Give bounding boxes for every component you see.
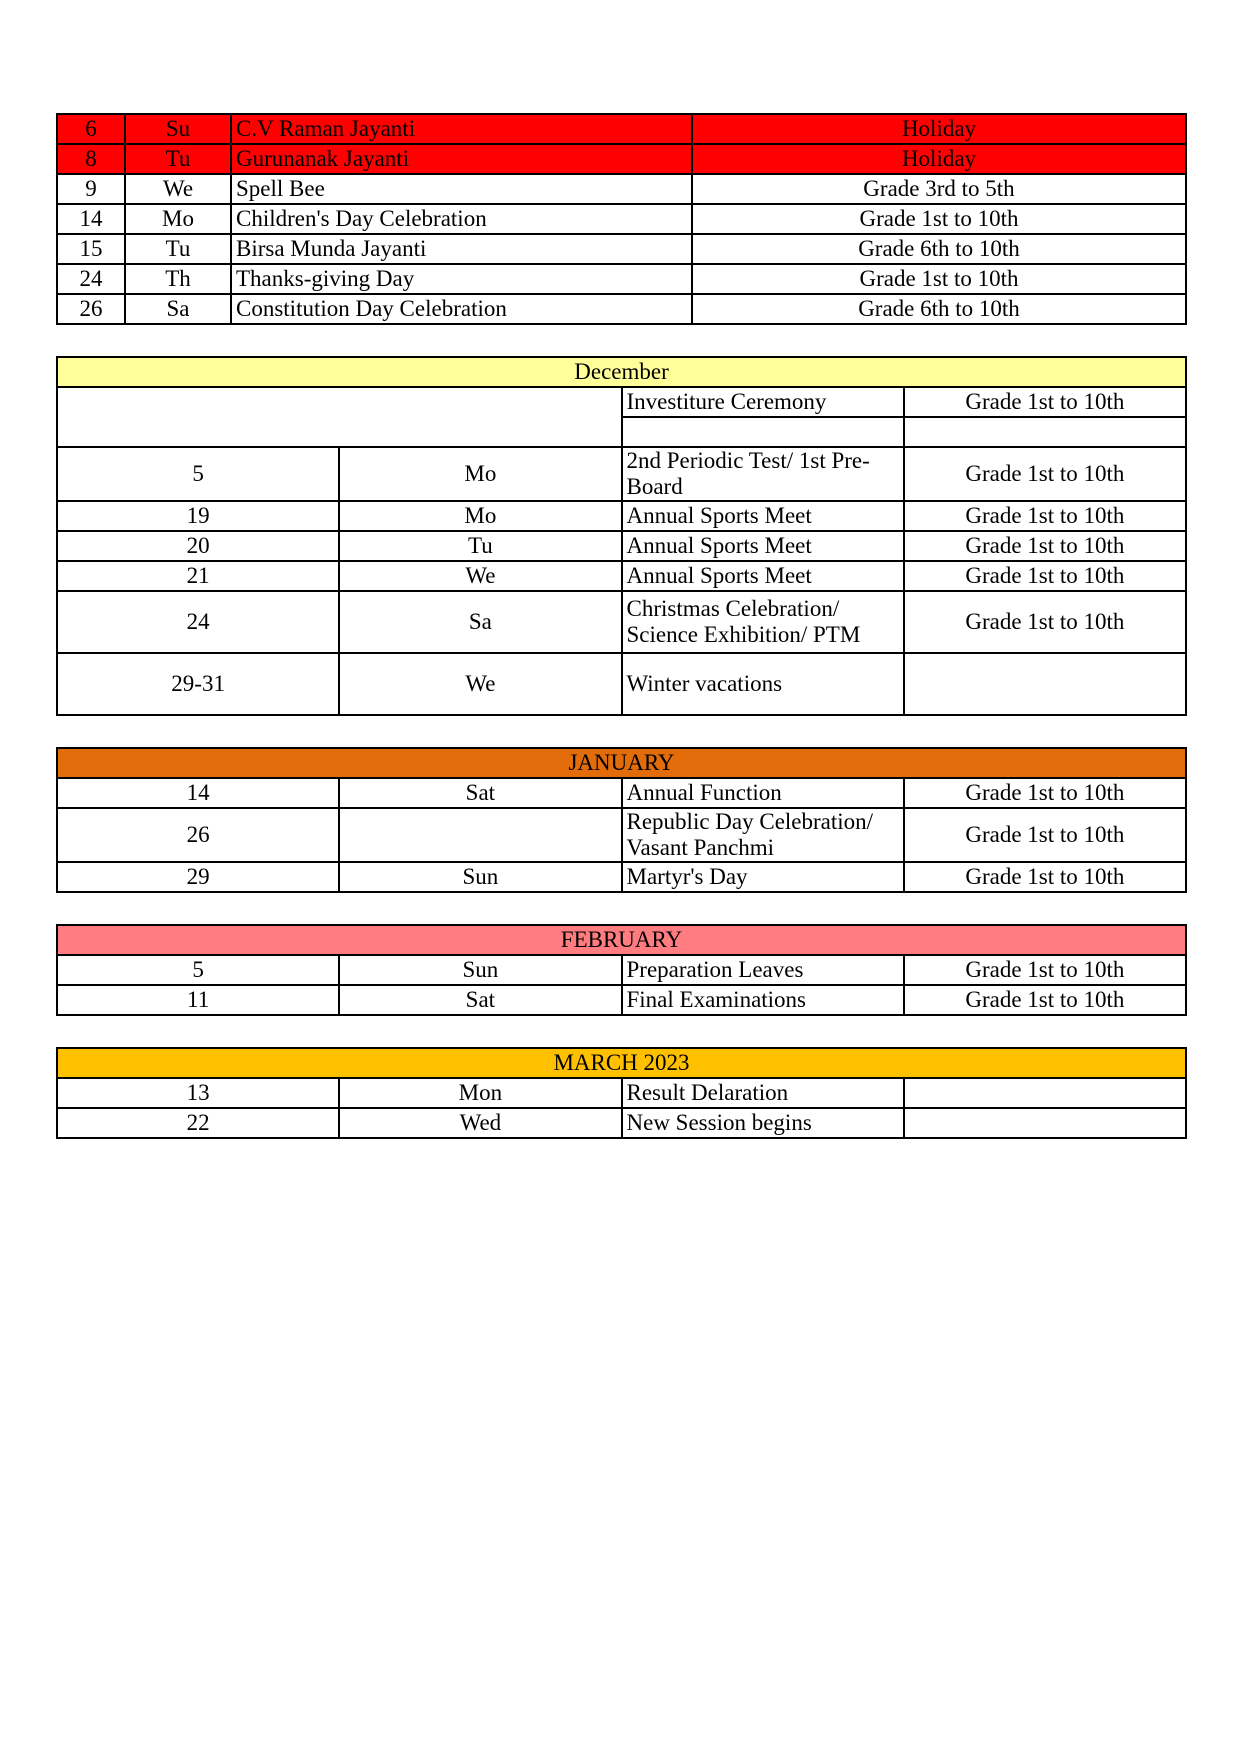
day-cell: Sun bbox=[339, 862, 621, 892]
event-cell: Investiture Ceremony bbox=[622, 387, 904, 417]
date-cell: 15 bbox=[57, 234, 125, 264]
grade-cell: Grade 1st to 10th bbox=[904, 985, 1186, 1015]
day-cell: Sa bbox=[339, 591, 621, 653]
day-cell: Sun bbox=[339, 955, 621, 985]
event-cell: Thanks-giving Day bbox=[231, 264, 692, 294]
january-table bbox=[56, 747, 1187, 893]
event-cell: Preparation Leaves bbox=[622, 955, 904, 985]
date-cell: 24 bbox=[57, 264, 125, 294]
day-cell: Tu bbox=[339, 531, 621, 561]
event-cell: Final Examinations bbox=[622, 985, 904, 1015]
march-table bbox=[56, 1047, 1187, 1139]
table-row bbox=[57, 294, 1186, 324]
day-cell: Tu bbox=[125, 144, 231, 174]
date-cell: 22 bbox=[57, 1108, 339, 1138]
table-row bbox=[57, 985, 1186, 1015]
event-cell: Christmas Celebration/ Science Exhibition/ PTM bbox=[622, 591, 904, 653]
grade-cell: Grade 1st to 10th bbox=[904, 955, 1186, 985]
day-cell: Wed bbox=[339, 1108, 621, 1138]
table-row bbox=[57, 234, 1186, 264]
grade-cell: Holiday bbox=[692, 114, 1186, 144]
event-cell: Result Delaration bbox=[622, 1078, 904, 1108]
grade-cell: Grade 1st to 10th bbox=[904, 447, 1186, 501]
grade-cell: Grade 1st to 10th bbox=[904, 387, 1186, 417]
month-header: JANUARY bbox=[57, 748, 1186, 778]
table-row bbox=[57, 447, 1186, 501]
date-cell: 14 bbox=[57, 204, 125, 234]
grade-cell bbox=[904, 417, 1186, 447]
date-cell: 21 bbox=[57, 561, 339, 591]
day-cell: Mo bbox=[339, 447, 621, 501]
date-cell: 19 bbox=[57, 501, 339, 531]
month-header-row bbox=[57, 357, 1186, 387]
grade-cell: Grade 1st to 10th bbox=[904, 778, 1186, 808]
date-cell: 8 bbox=[57, 144, 125, 174]
event-cell: Martyr's Day bbox=[622, 862, 904, 892]
day-cell: Mon bbox=[339, 1078, 621, 1108]
date-cell: 24 bbox=[57, 591, 339, 653]
table-row bbox=[57, 653, 1186, 715]
event-cell: Birsa Munda Jayanti bbox=[231, 234, 692, 264]
table-row bbox=[57, 778, 1186, 808]
november-table bbox=[56, 113, 1187, 325]
december-table bbox=[56, 356, 1187, 716]
table-row bbox=[57, 808, 1186, 862]
grade-cell: Grade 3rd to 5th bbox=[692, 174, 1186, 204]
day-cell: Su bbox=[125, 114, 231, 144]
table-row bbox=[57, 144, 1186, 174]
date-cell: 13 bbox=[57, 1078, 339, 1108]
table-row bbox=[57, 1108, 1186, 1138]
day-cell: Th bbox=[125, 264, 231, 294]
table-row bbox=[57, 591, 1186, 653]
event-cell: 2nd Periodic Test/ 1st Pre-Board bbox=[622, 447, 904, 501]
event-cell: Annual Function bbox=[622, 778, 904, 808]
date-cell: 9 bbox=[57, 174, 125, 204]
event-cell: Annual Sports Meet bbox=[622, 531, 904, 561]
event-cell: Gurunanak Jayanti bbox=[231, 144, 692, 174]
table-row bbox=[57, 204, 1186, 234]
grade-cell: Grade 1st to 10th bbox=[904, 501, 1186, 531]
event-cell bbox=[622, 417, 904, 447]
grade-cell bbox=[904, 653, 1186, 715]
table-row bbox=[57, 501, 1186, 531]
month-header-row bbox=[57, 1048, 1186, 1078]
grade-cell: Grade 6th to 10th bbox=[692, 294, 1186, 324]
table-row bbox=[57, 531, 1186, 561]
event-cell: Children's Day Celebration bbox=[231, 204, 692, 234]
february-table bbox=[56, 924, 1187, 1016]
month-header: FEBRUARY bbox=[57, 925, 1186, 955]
grade-cell: Grade 1st to 10th bbox=[904, 808, 1186, 862]
table-row bbox=[57, 955, 1186, 985]
grade-cell: Grade 1st to 10th bbox=[904, 591, 1186, 653]
table-row bbox=[57, 264, 1186, 294]
grade-cell: Grade 1st to 10th bbox=[692, 264, 1186, 294]
day-cell: We bbox=[125, 174, 231, 204]
grade-cell bbox=[904, 1078, 1186, 1108]
day-cell: Mo bbox=[339, 501, 621, 531]
month-header: December bbox=[57, 357, 1186, 387]
event-cell: Winter vacations bbox=[622, 653, 904, 715]
day-cell: We bbox=[339, 653, 621, 715]
table-row bbox=[57, 114, 1186, 144]
grade-cell: Grade 6th to 10th bbox=[692, 234, 1186, 264]
date-cell: 26 bbox=[57, 808, 339, 862]
event-cell: Spell Bee bbox=[231, 174, 692, 204]
grade-cell: Grade 1st to 10th bbox=[904, 531, 1186, 561]
event-cell: Annual Sports Meet bbox=[622, 561, 904, 591]
table-row bbox=[57, 174, 1186, 204]
month-header-row bbox=[57, 748, 1186, 778]
date-cell: 20 bbox=[57, 531, 339, 561]
grade-cell: Grade 1st to 10th bbox=[904, 561, 1186, 591]
date-cell: 6 bbox=[57, 114, 125, 144]
grade-cell: Grade 1st to 10th bbox=[904, 862, 1186, 892]
grade-cell: Holiday bbox=[692, 144, 1186, 174]
date-cell: 14 bbox=[57, 778, 339, 808]
event-cell: New Session begins bbox=[622, 1108, 904, 1138]
event-cell: C.V Raman Jayanti bbox=[231, 114, 692, 144]
day-cell: Mo bbox=[125, 204, 231, 234]
month-header: MARCH 2023 bbox=[57, 1048, 1186, 1078]
day-cell bbox=[339, 808, 621, 862]
date-cell: 11 bbox=[57, 985, 339, 1015]
table-row bbox=[57, 862, 1186, 892]
date-cell: 29-31 bbox=[57, 653, 339, 715]
day-cell: Tu bbox=[125, 234, 231, 264]
grade-cell bbox=[904, 1108, 1186, 1138]
date-cell: 26 bbox=[57, 294, 125, 324]
table-row bbox=[57, 387, 1186, 417]
day-cell: Sa bbox=[125, 294, 231, 324]
day-cell: Sat bbox=[339, 985, 621, 1015]
grade-cell: Grade 1st to 10th bbox=[692, 204, 1186, 234]
date-cell: 5 bbox=[57, 447, 339, 501]
empty-date-cell bbox=[57, 387, 622, 447]
event-cell: Annual Sports Meet bbox=[622, 501, 904, 531]
day-cell: Sat bbox=[339, 778, 621, 808]
date-cell: 29 bbox=[57, 862, 339, 892]
event-cell: Republic Day Celebration/ Vasant Panchmi bbox=[622, 808, 904, 862]
month-header-row bbox=[57, 925, 1186, 955]
academic-calendar-sheet bbox=[56, 113, 1187, 1170]
day-cell: We bbox=[339, 561, 621, 591]
event-cell: Constitution Day Celebration bbox=[231, 294, 692, 324]
date-cell: 5 bbox=[57, 955, 339, 985]
table-row bbox=[57, 1078, 1186, 1108]
table-row bbox=[57, 561, 1186, 591]
